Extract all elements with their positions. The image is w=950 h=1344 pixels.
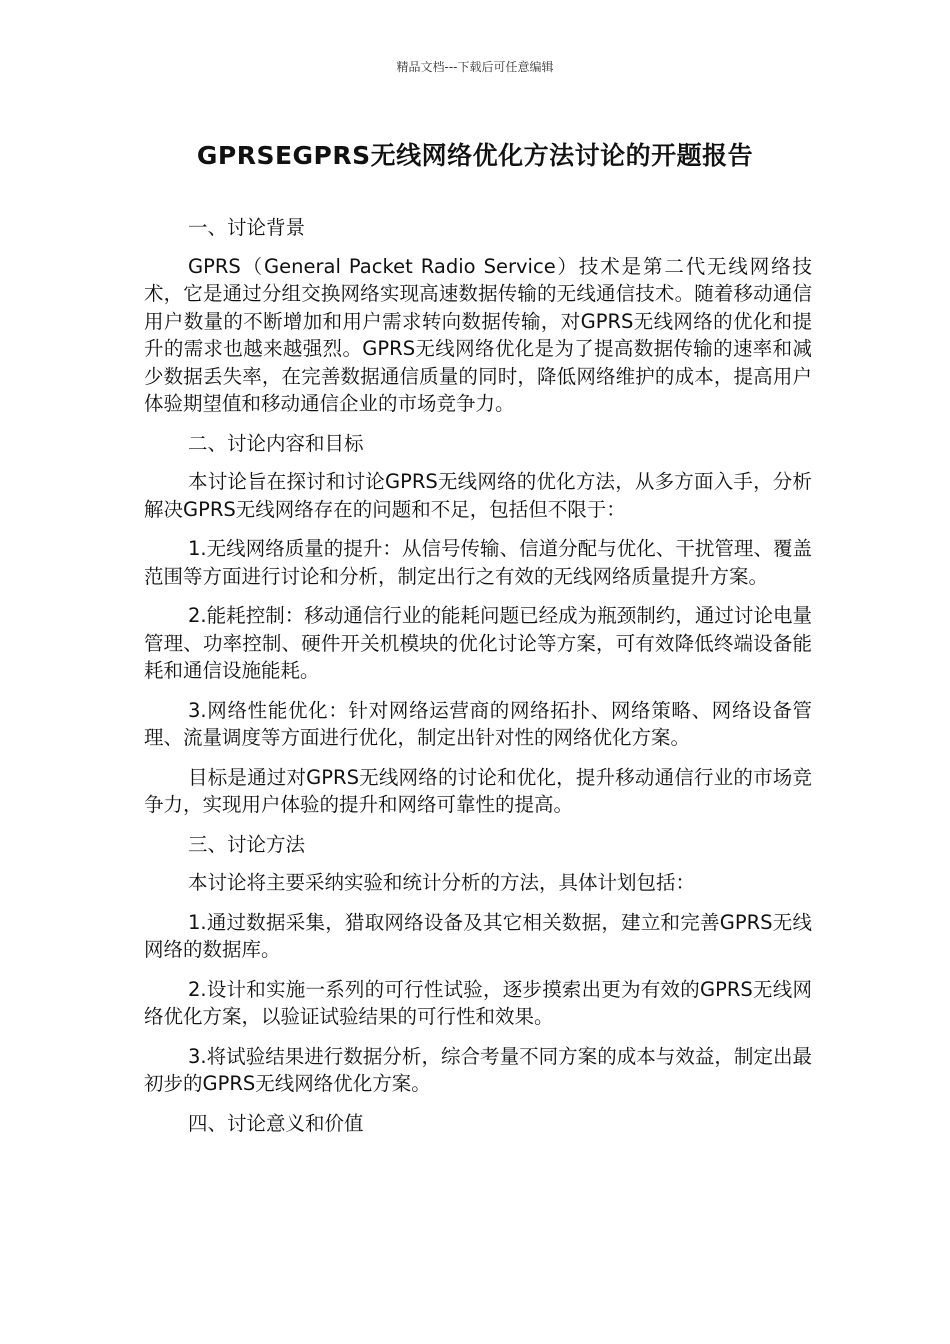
paragraph-method-data-collection: 1.通过数据采集，猎取网络设备及其它相关数据，建立和完善GPRS无线网络的数据库。: [144, 910, 812, 961]
document-body: [144, 214, 812, 1148]
paragraph-goal: 目标是通过对GPRS无线网络的讨论和优化，提升移动通信行业的市场竞争力，实现用户体验的提升和网络可靠性的提高。: [144, 765, 812, 816]
page-header-note: 精品文档---下载后可任意编辑: [396, 60, 554, 74]
paragraph-item-network-quality: 1.无线网络质量的提升：从信号传输、信道分配与优化、干扰管理、覆盖范围等方面进行讨论和分析，制定出行之有效的无线网络质量提升方案。: [144, 537, 812, 588]
paragraph-method-experiments: 2.设计和实施一系列的可行性试验，逐步摸索出更为有效的GPRS无线网络优化方案，以验证试验结果的可行性和效果。: [144, 977, 812, 1028]
section-heading-content-goals: 二、讨论内容和目标: [188, 431, 364, 455]
paragraph-method-intro: 本讨论将主要采纳实验和统计分析的方法，具体计划包括：: [188, 871, 696, 894]
paragraph-item-energy-control: 2.能耗控制：移动通信行业的能耗问题已经成为瓶颈制约，通过讨论电量管理、功率控制、硬件开关机模块的优化讨论等方案，可有效降低终端设备能耗和通信设施能耗。: [144, 604, 812, 682]
paragraph-content-intro: 本讨论旨在探讨和讨论GPRS无线网络的优化方法，从多方面入手，分析解决GPRS无线网络存在的问题和不足，包括但不限于：: [144, 470, 812, 521]
paragraph-item-network-performance: 3.网络性能优化：针对网络运营商的网络拓扑、网络策略、网络设备管理、流量调度等方面进行优化，制定出针对性的网络优化方案。: [144, 698, 812, 749]
section-heading-background: 一、讨论背景: [188, 216, 306, 239]
section-heading-significance: 四、讨论意义和价值: [188, 1111, 364, 1135]
document-title: GPRSEGPRS无线网络优化方法讨论的开题报告: [196, 141, 754, 170]
paragraph-background: GPRS（General Packet Radio Service）技术是第二代无线网络技术，它是通过分组交换网络实现高速数据传输的无线通信技术。随着移动通信用户数量的不断增加和用户需求转向数据传输，对GPRS无线网络的优化和提升的需求也越来越强烈。GPRS无线网络优化是为了提高数据传输的速率和减少数据丢失率，在完善数据通信质量的同时，降低网络维护的成本，提高用户体验期望值和移动通信企业的市场竞争力。: [144, 254, 812, 415]
section-heading-method: 三、讨论方法: [188, 832, 306, 856]
paragraph-method-analysis: 3.将试验结果进行数据分析，综合考量不同方案的成本与效益，制定出最初步的GPRS无线网络优化方案。: [144, 1044, 812, 1095]
